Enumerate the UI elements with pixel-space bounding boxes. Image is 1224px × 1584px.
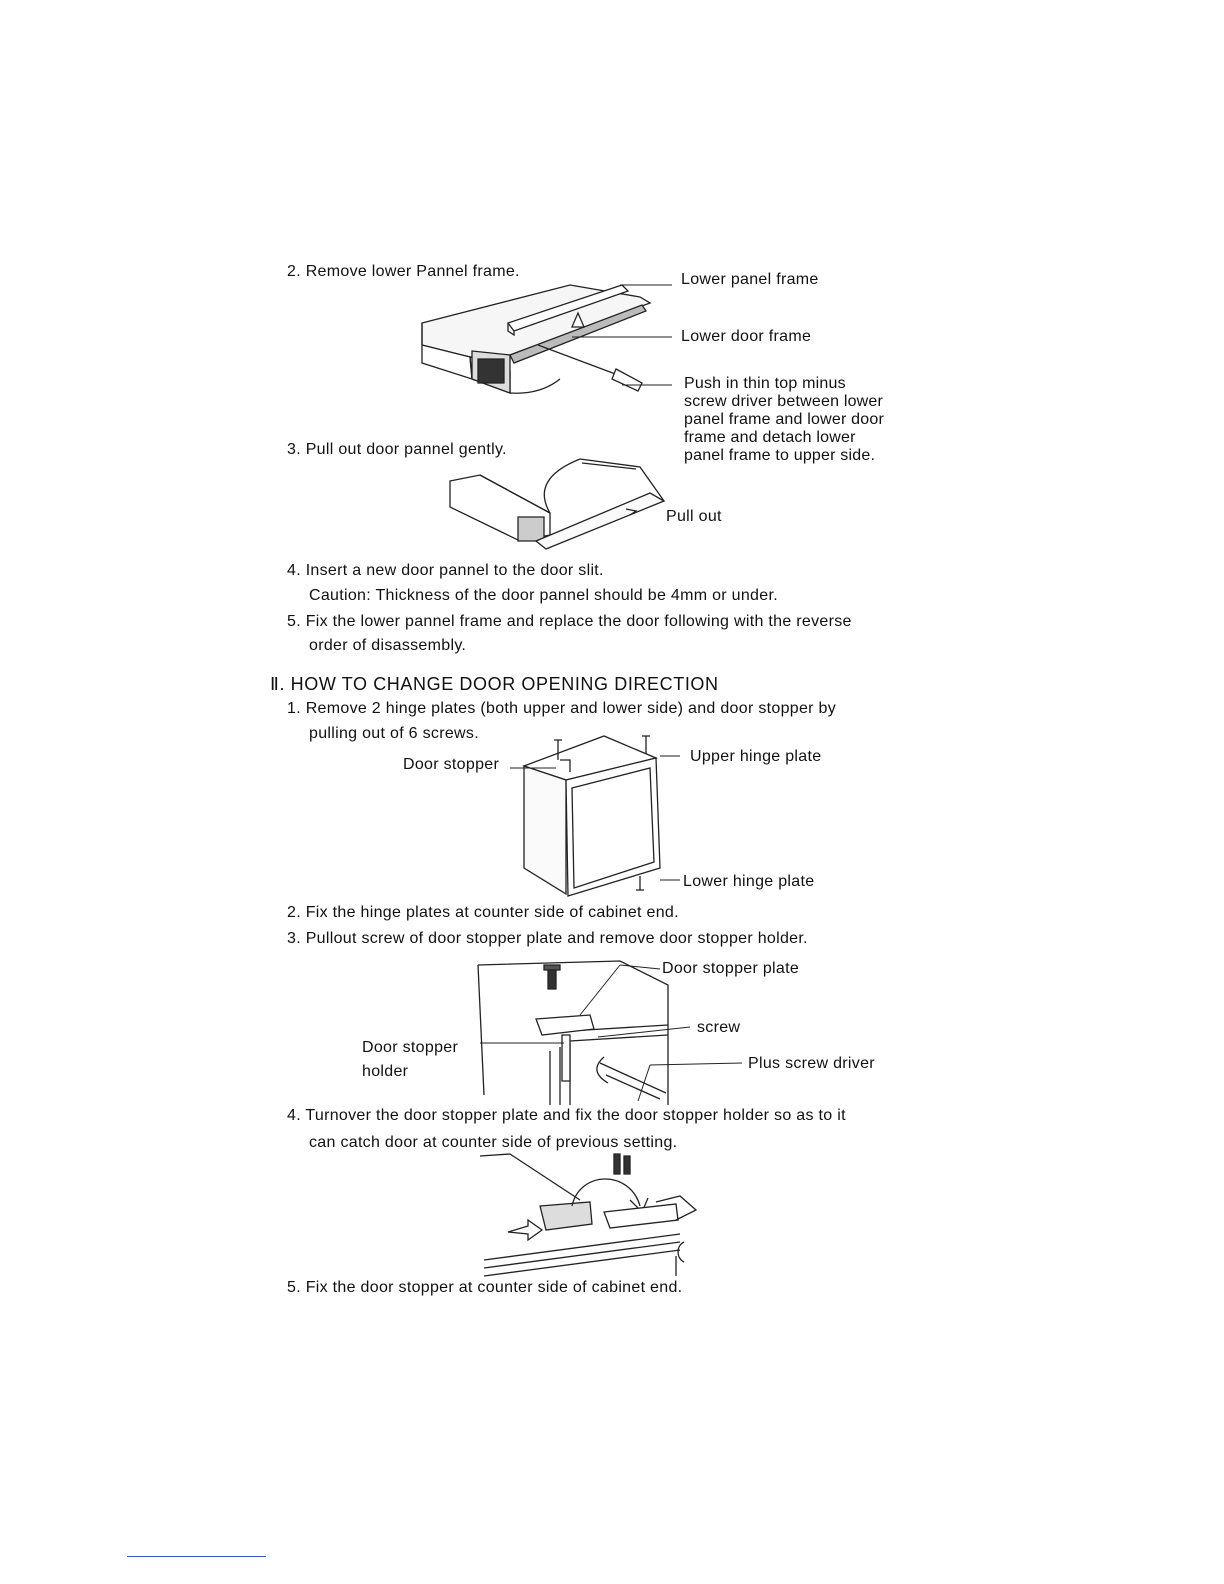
step-5-text-line2: order of disassembly. — [309, 637, 467, 654]
step-2-text: 2. Remove lower Pannel frame. — [287, 263, 520, 280]
sec2-step-2: 2. Fix the hinge plates at counter side of cabinet end. — [287, 904, 679, 921]
figure-pull-out-door-panel — [440, 445, 680, 565]
label-plus-screw-driver: Plus screw driver — [748, 1055, 875, 1072]
label-door-stopper-plate: Door stopper plate — [662, 960, 800, 977]
sec2-step-4-line2: can catch door at counter side of previous setting. — [309, 1134, 678, 1151]
label-upper-hinge-plate: Upper hinge plate — [690, 748, 822, 765]
footer-rule — [127, 1556, 266, 1557]
note-line-1: Push in thin top minus — [684, 375, 846, 392]
sec2-step-1-line2: pulling out of 6 screws. — [309, 725, 479, 742]
label-lower-door-frame: Lower door frame — [681, 328, 812, 345]
step-3-text: 3. Pull out door pannel gently. — [287, 441, 507, 458]
note-line-2: screw driver between lower — [684, 393, 884, 410]
figure-door-stopper-holder — [470, 955, 750, 1110]
step-4-text: 4. Insert a new door pannel to the door slit. — [287, 562, 604, 579]
label-door-stopper: Door stopper — [403, 756, 500, 773]
section-2-heading: Ⅱ. HOW TO CHANGE DOOR OPENING DIRECTION — [270, 674, 719, 694]
note-line-5: panel frame to upper side. — [684, 447, 876, 464]
figure-remove-lower-panel-frame — [410, 275, 690, 405]
label-screw: screw — [697, 1019, 741, 1036]
figure-turnover-stopper-plate — [480, 1150, 710, 1280]
label-door-stopper-holder-line2: holder — [362, 1063, 409, 1080]
label-lower-hinge-plate: Lower hinge plate — [683, 873, 815, 890]
sec2-step-5: 5. Fix the door stopper at counter side of cabinet end. — [287, 1279, 683, 1296]
instruction-note — [684, 375, 924, 465]
sec2-step-3: 3. Pullout screw of door stopper plate and remove door stopper holder. — [287, 930, 808, 947]
label-lower-panel-frame: Lower panel frame — [681, 271, 819, 288]
sec2-step-1-line1: 1. Remove 2 hinge plates (both upper and lower side) and door stopper by — [287, 700, 837, 717]
step-5-text-line1: 5. Fix the lower pannel frame and replace the door following with the reverse — [287, 613, 852, 630]
label-door-stopper-holder-line1: Door stopper — [362, 1039, 459, 1056]
label-pull-out: Pull out — [666, 508, 722, 525]
caution-text: Caution: Thickness of the door pannel should be 4mm or under. — [309, 587, 778, 604]
figure-hinge-plates — [510, 730, 690, 900]
note-line-3: panel frame and lower door — [684, 411, 884, 428]
note-line-4: frame and detach lower — [684, 429, 856, 446]
sec2-step-4-line1: 4. Turnover the door stopper plate and fix the door stopper holder so as to it — [287, 1107, 846, 1124]
